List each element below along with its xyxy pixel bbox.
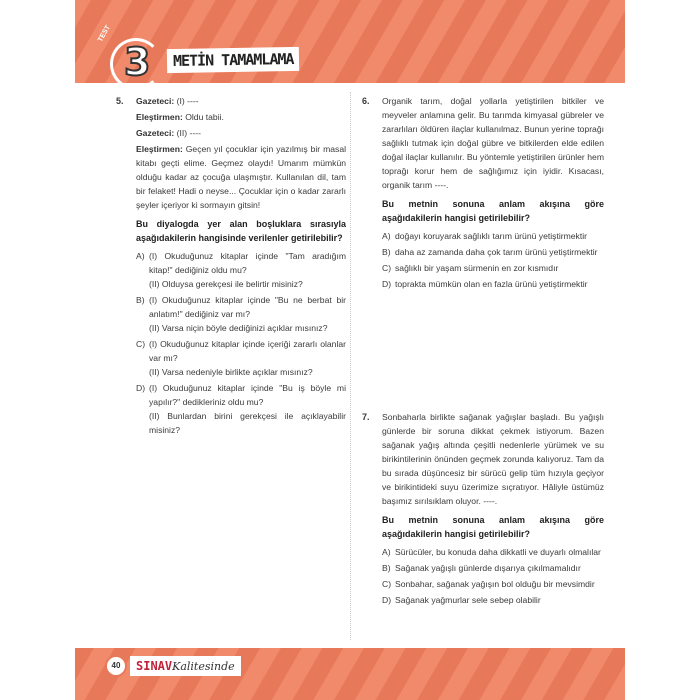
option-letter: C) xyxy=(136,339,146,349)
dialog-text: Oldu tabii. xyxy=(185,112,224,122)
option-letter: B) xyxy=(136,295,145,305)
option-text: sağlıklı bir yaşam sürmenin en zor kısmıdır xyxy=(395,263,559,273)
option-text: Sonbahar, sağanak yağışın bol olduğu bir mevsimdir xyxy=(395,579,595,589)
option-letter: C) xyxy=(382,263,392,273)
option-a[interactable] xyxy=(382,229,604,243)
question-text: Bu diyalogda yer alan boşluklara sırasıyla aşağıdakilerin hangisinde verilenler getirilebilir? xyxy=(136,219,346,243)
question-text: Bu metnin sonuna anlam akışına göre aşağıdakilerin hangisi getirilebilir? xyxy=(382,199,604,223)
option-c[interactable] xyxy=(136,337,346,379)
speaker: Eleştirmen: xyxy=(136,144,183,154)
option-letter: A) xyxy=(382,231,391,241)
option-text: Sağanak yağmurlar sele sebep olabilir xyxy=(395,595,541,605)
option-a[interactable] xyxy=(136,249,346,291)
option-text: (I) Okuduğunuz kitaplar içinde "Bu iş böyle mi yapılır?" dedikleriniz oldu mu? xyxy=(149,383,346,407)
option-text: (I) Okuduğunuz kitaplar içinde içeriği zararlı olanlar var mı? xyxy=(149,339,346,363)
option-letter: A) xyxy=(382,547,391,557)
option-text: (II) Olduysa gerekçesi ile belirtir misiniz? xyxy=(149,279,303,289)
column-divider xyxy=(350,92,351,640)
passage-text: Organik tarım, doğal yollarla yetiştirilen bitkiler ve meyveler anlamına gelir. Bu tarımda kimyasal gübreler ve zararlıları öldüren ilaçlar kullanılmaz. Bunun yerine toprağı sağlıklı tutmak için doğal gübre ve bitkilerden elde edilen doğal ilaçlar kullanılır. Bu yöntemle yetiştirilen ürünler hem toprağı korur hem de sağlığımız için iyidir. Kısacası, organik tarım ----. xyxy=(382,96,604,190)
speaker: Eleştirmen: xyxy=(136,112,183,122)
option-letter: D) xyxy=(136,383,146,393)
option-c[interactable] xyxy=(382,577,604,591)
question-text: Bu metnin sonuna anlam akışına göre aşağıdakilerin hangisi getirilebilir? xyxy=(382,515,604,539)
option-text: (I) Okuduğunuz kitaplar içinde "Bu ne berbat bir anlatım!" dediğiniz var mı? xyxy=(149,295,346,319)
question-number: 6. xyxy=(362,96,370,106)
option-letter: D) xyxy=(382,595,392,605)
option-text: toprakta mümkün olan en fazla ürünü yetiştirmektir xyxy=(395,279,588,289)
dialog-text: (I) ---- xyxy=(176,96,199,106)
option-b[interactable] xyxy=(382,561,604,575)
option-b[interactable] xyxy=(136,293,346,335)
option-text: daha az zamanda daha çok tarım ürünü yetiştirmektir xyxy=(395,247,598,257)
dialog-text: (II) ---- xyxy=(176,128,201,138)
option-text: (II) Varsa nedeniyle birlikte açıklar mısınız? xyxy=(149,367,313,377)
option-text: Sağanak yağışlı günlerde dışarıya çıkılmamalıdır xyxy=(395,563,581,573)
question-6 xyxy=(362,94,604,293)
option-letter: D) xyxy=(382,279,392,289)
question-5 xyxy=(116,94,346,439)
option-letter: B) xyxy=(382,563,391,573)
brand-name: SINAV xyxy=(136,659,173,673)
option-d[interactable] xyxy=(382,277,604,291)
question-7 xyxy=(362,410,604,609)
option-letter: A) xyxy=(136,251,145,261)
test-number: 3 xyxy=(124,40,151,84)
option-text: Sürücüler, bu konuda daha dikkatli ve duyarlı olmalılar xyxy=(395,547,601,557)
dialog-text: Geçen yıl çocuklar için yazılmış bir masal kitabı geçti elime. Geçmez olaydı! Umarım mümkün olduğu kadar az çocuğa ulaşmıştır. Kullanılan dil, tam bir felaket! Hadi o neyse... Çocuklar için o kadar zararlı şeyler içeriyor ki sormayın gitsin! xyxy=(136,144,347,210)
option-letter: B) xyxy=(382,247,391,257)
option-d[interactable] xyxy=(136,381,346,437)
option-a[interactable] xyxy=(382,545,604,559)
question-number: 5. xyxy=(116,96,124,106)
test-label: TEST xyxy=(97,24,113,44)
brand-logo xyxy=(130,656,241,676)
section-title: METİN TAMAMLAMA xyxy=(167,47,300,73)
brand-script: Kalitesinde xyxy=(172,660,235,673)
page-number: 40 xyxy=(105,655,127,677)
question-number: 7. xyxy=(362,412,370,422)
passage-text: Sonbaharla birlikte sağanak yağışlar başladı. Bu yağışlı günlerde bir soruna dikkat çekmek istiyorum. Bazen sağanak yağış altında çeşitli nedenlerle yürümek ve su birikintilerinin önünden geçmek zorunda kalıyoruz. Tam da bu sırada düşüncesiz bir sürücü gelip tüm hızıyla geçiyor ve birikintideki suyu üzerimize sıçratıyor. Hâliyle üstümüz başımız sırılsıklam oluyor. ----. xyxy=(382,412,604,506)
option-text: (II) Bunlardan birini gerekçesi ile açıklayabilir misiniz? xyxy=(149,411,346,435)
speaker: Gazeteci: xyxy=(136,128,175,138)
option-text: (II) Varsa niçin böyle dediğinizi açıklar mısınız? xyxy=(149,323,328,333)
speaker: Gazeteci: xyxy=(136,96,175,106)
option-text: (I) Okuduğunuz kitaplar içinde "Tam aradığım kitap!" dediğiniz oldu mu? xyxy=(149,251,346,275)
option-letter: C) xyxy=(382,579,392,589)
option-d[interactable] xyxy=(382,593,604,607)
option-c[interactable] xyxy=(382,261,604,275)
option-b[interactable] xyxy=(382,245,604,259)
option-text: doğayı koruyarak sağlıklı tarım ürünü yetiştirmektir xyxy=(395,231,587,241)
